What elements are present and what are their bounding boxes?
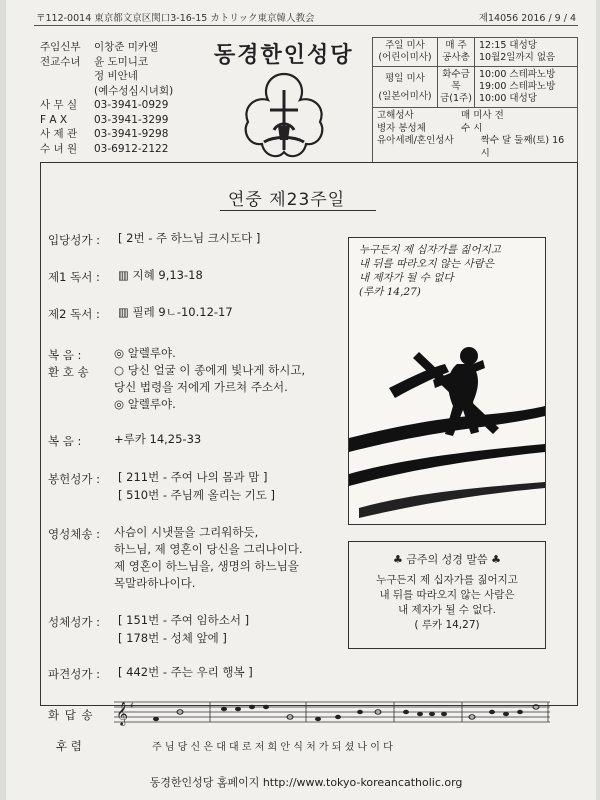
svg-text:𝄞: 𝄞	[116, 701, 128, 725]
staff-phone: 03-3941-0929	[94, 99, 169, 111]
entrance-hymn-label: 입당성가 :	[48, 233, 100, 247]
recessional-hymn-label: 파견성가 :	[48, 667, 100, 681]
first-reading: ▥ 지혜 9,13-18	[118, 268, 203, 282]
mass-time: 10:00 스테파노방	[479, 69, 556, 80]
church-address: 〒112-0014 東京都文京区関口3-16-15 カトリック東京韓人教会	[36, 13, 315, 24]
sacraments-row	[373, 108, 577, 162]
caption-line: 누구든지 제 십자가를 짊어지고	[359, 244, 501, 256]
refrain-label: 후 렴	[56, 739, 82, 753]
staff-role: 주임신부	[40, 41, 81, 53]
communion-antiphon-line: 하느님, 제 영혼이 당신을 그리나이다.	[114, 542, 303, 556]
mass-sublabel: (어린이미사)	[378, 52, 432, 63]
acclamation-line: ○ 당신 얼굴 이 종에게 빛나게 하시고,	[114, 363, 306, 377]
bulletin-page	[6, 0, 596, 800]
mass-time: 19:00 스테파노방	[479, 81, 556, 92]
sacrament-time: 매 미사 전	[461, 110, 504, 121]
mass-label: 주일 미사	[385, 40, 425, 51]
sacrament-name: 유아세례/혼인성사	[377, 135, 454, 146]
acclamation-line: 당신 법령을 저에게 가르쳐 주소서.	[114, 380, 288, 394]
staff-row	[40, 84, 212, 99]
staff-row	[40, 40, 212, 55]
acclamation-line: ◎ 알렐루야.	[114, 397, 176, 411]
first-reading-label: 제1 독서 :	[48, 270, 100, 284]
mass-schedule-table	[372, 37, 578, 163]
parish-title: 동경한인성당	[214, 42, 354, 68]
weekday-mass-row	[373, 67, 577, 108]
staff-row	[40, 142, 212, 157]
sunday-title: 연중 제23주일	[228, 190, 346, 210]
staff-name: 이창준 미카엘	[94, 41, 159, 53]
staff-role	[40, 84, 94, 99]
cross-illustration	[348, 237, 546, 525]
staff-role	[40, 69, 94, 84]
mass-frequency: 공사총	[442, 52, 470, 63]
sacrament-item	[377, 110, 573, 123]
weekly-verse-box	[348, 541, 546, 649]
communion-antiphon-line: 사슴이 시냇물을 그리워하듯,	[114, 525, 259, 539]
mass-time: 12:15 대성당	[479, 40, 537, 51]
music-staff-icon	[114, 696, 554, 730]
communion-antiphon-label: 영성체송 :	[48, 527, 100, 541]
cross-bearer-icon	[349, 238, 545, 524]
church-logo-icon	[234, 70, 334, 162]
acclamation-label: 환 호 송	[48, 365, 89, 379]
staff-role: 사 무 실	[40, 99, 78, 111]
staff-fax: 03-3941-3299	[94, 113, 169, 126]
weekly-verse-line: 누구든지 제 십자가를 짊어지고	[376, 574, 518, 586]
entrance-hymn: [ 2번 - 주 하느님 크시도다 ]	[118, 231, 261, 245]
staff-row	[40, 127, 212, 142]
communion-antiphon-line: 목말라하나이다.	[114, 576, 196, 590]
staff-row	[40, 55, 212, 70]
staff-role: 전교수녀	[40, 55, 81, 68]
sunday-mass-row	[373, 38, 577, 67]
weekly-verse-line: ( 루카 14,27)	[414, 619, 480, 631]
alleluia-label: 복 음 :	[48, 348, 82, 362]
gospel-label: 복 음 :	[48, 434, 82, 448]
offertory-hymn: [ 211번 - 주여 나의 몸과 맘 ]	[118, 470, 268, 484]
sacrament-time: 짝수 달 둘째(토) 16시	[480, 135, 565, 159]
weekly-verse-title: ♣ 금주의 성경 말씀 ♣	[392, 553, 502, 566]
sacrament-item	[377, 135, 573, 160]
refrain-lyrics: 주 님 당 신 은 대 대 로 저 희 안 식 처 가 되 셨 나 이 다	[152, 742, 393, 753]
gospel: +루카 14,25-33	[114, 432, 202, 446]
svg-text:♯: ♯	[130, 701, 134, 710]
alleluia: ◎ 알렐루야.	[114, 346, 176, 360]
mass-frequency: 매 주	[445, 40, 467, 51]
staff-row	[40, 113, 212, 128]
offertory-hymn: [ 510번 - 주님께 올리는 기도 ]	[118, 488, 275, 502]
staff-role: F A X	[40, 113, 68, 126]
communion-antiphon-line: 제 영혼이 하느님을, 생명의 하느님을	[114, 559, 299, 573]
staff-phone: 03-3941-9298	[94, 128, 169, 140]
second-reading: ▥ 필레 9ㄴ-10.12-17	[118, 305, 233, 319]
second-reading-label: 제2 독서 :	[48, 307, 100, 321]
caption-line: 내 제자가 될 수 없다	[359, 272, 454, 284]
sacrament-name: 병자 봉성체	[377, 122, 426, 134]
staff-name: 윤 도미니코	[94, 55, 149, 68]
caption-line: (루카 14,27)	[359, 286, 421, 298]
communion-hymn: [ 151번 - 주여 임하소서 ]	[118, 613, 250, 627]
staff-role: 사 제 관	[40, 128, 78, 140]
staff-role: 수 녀 원	[40, 142, 78, 155]
mass-day: 화수금	[442, 69, 470, 80]
staff-name: 정 비안네	[94, 70, 138, 82]
recessional-hymn: [ 442번 - 주는 우리 행복 ]	[118, 665, 253, 679]
weekly-verse-line: 내 뒤를 따라오지 않는 사람은	[379, 589, 515, 601]
offertory-hymn-label: 봉헌성가 :	[48, 472, 100, 486]
footer-website: 동경한인성당 홈페이지 http://www.tokyo-koreancatholic.org	[149, 776, 463, 789]
sacrament-item	[377, 123, 573, 136]
staff-phone: 03-6912-2122	[94, 142, 169, 155]
mass-day: 목	[451, 81, 461, 92]
mass-label: 평일 미사	[385, 73, 425, 84]
staff-row	[40, 98, 212, 113]
caption-line: 내 뒤를 따라오지 않는 사람은	[359, 258, 495, 270]
top-divider	[34, 25, 578, 26]
communion-hymn-label: 성체성가 :	[48, 615, 100, 629]
issue-number: 제14056 2016 / 9 / 4	[478, 13, 576, 24]
sacrament-name: 고해성사	[377, 110, 414, 121]
mass-time: 10:00 대성당	[479, 93, 537, 104]
responsorial-psalm-label: 화 답 송	[48, 708, 94, 722]
communion-hymn: [ 178번 - 성체 앞에 ]	[118, 631, 227, 645]
mass-time: 10월2일까지 없음	[479, 52, 556, 63]
sacrament-time: 수 시	[461, 122, 483, 134]
mass-sublabel: (일본어미사)	[378, 91, 432, 102]
title-underline	[220, 210, 376, 211]
staff-row	[40, 69, 212, 84]
staff-directory	[40, 40, 212, 156]
staff-name: (예수성심시녀회)	[94, 84, 174, 97]
mass-day: 금(1주)	[440, 93, 472, 104]
weekly-verse-line: 내 제자가 될 수 없다.	[398, 604, 496, 616]
